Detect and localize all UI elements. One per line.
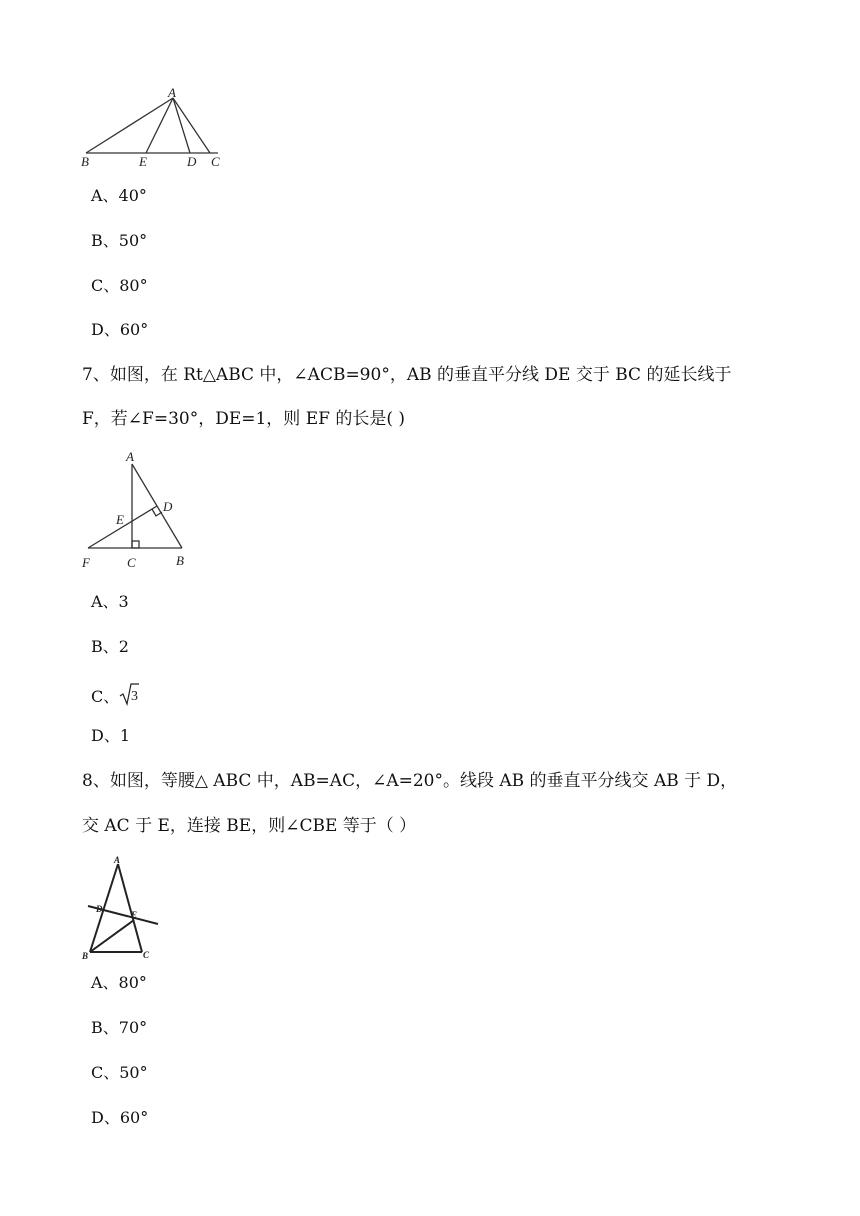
q6-option-a: A、40° xyxy=(91,186,147,205)
q8-label-e: E xyxy=(131,910,138,920)
q8-stem-line1: 8、如图，等腰△ ABC 中，AB=AC，∠A=20°。线段 AB 的垂直平分线交 AB 于 D， xyxy=(82,771,738,791)
q7-label-f: F xyxy=(82,555,90,570)
q7-option-c xyxy=(91,682,139,711)
q8-option-a: A、80° xyxy=(91,973,147,992)
q7-option-d: D、1 xyxy=(91,726,131,745)
q7-stem-line1: 7、如图，在 Rt△ABC 中，∠ACB=90°，AB 的垂直平分线 DE 交于 BC 的延长线于 xyxy=(82,365,732,385)
q8-figure xyxy=(80,854,164,964)
q7-label-a: A xyxy=(126,449,134,464)
q8-option-c: C、50° xyxy=(91,1063,148,1082)
q7-option-b: B、2 xyxy=(91,637,129,656)
q6-label-a: A xyxy=(168,86,176,100)
q7-option-c-label: C、 xyxy=(91,687,120,706)
q6-figure xyxy=(78,86,238,170)
q7-label-b: B xyxy=(176,553,184,568)
q8-option-b: B、70° xyxy=(91,1018,148,1037)
q6-option-d: D、60° xyxy=(91,320,149,339)
q6-label-b: B xyxy=(81,154,89,169)
q8-option-d: D、60° xyxy=(91,1108,149,1127)
q8-label-c: C xyxy=(143,950,150,960)
sqrt-symbol-icon xyxy=(119,682,139,711)
q7-label-d: D xyxy=(163,499,173,514)
q7-label-c: C xyxy=(127,555,136,570)
q8-label-d: D xyxy=(96,904,103,914)
q6-label-d: D xyxy=(187,154,197,169)
q6-option-c: C、80° xyxy=(91,276,148,295)
q6-option-b: B、50° xyxy=(91,231,148,250)
q6-label-c: C xyxy=(211,154,220,169)
q6-label-e: E xyxy=(139,154,147,169)
q8-label-b: B xyxy=(82,951,89,961)
q7-option-a: A、3 xyxy=(91,592,129,611)
q7-sqrt-radicand: 3 xyxy=(131,689,139,704)
q7-label-e: E xyxy=(116,512,124,527)
q7-figure xyxy=(78,448,198,572)
q7-stem-line2: F，若∠F=30°，DE=1，则 EF 的长是( ) xyxy=(82,409,405,429)
q8-stem-line2: 交 AC 于 E，连接 BE，则∠CBE 等于（ ） xyxy=(82,816,417,836)
q8-label-a: A xyxy=(114,855,121,865)
